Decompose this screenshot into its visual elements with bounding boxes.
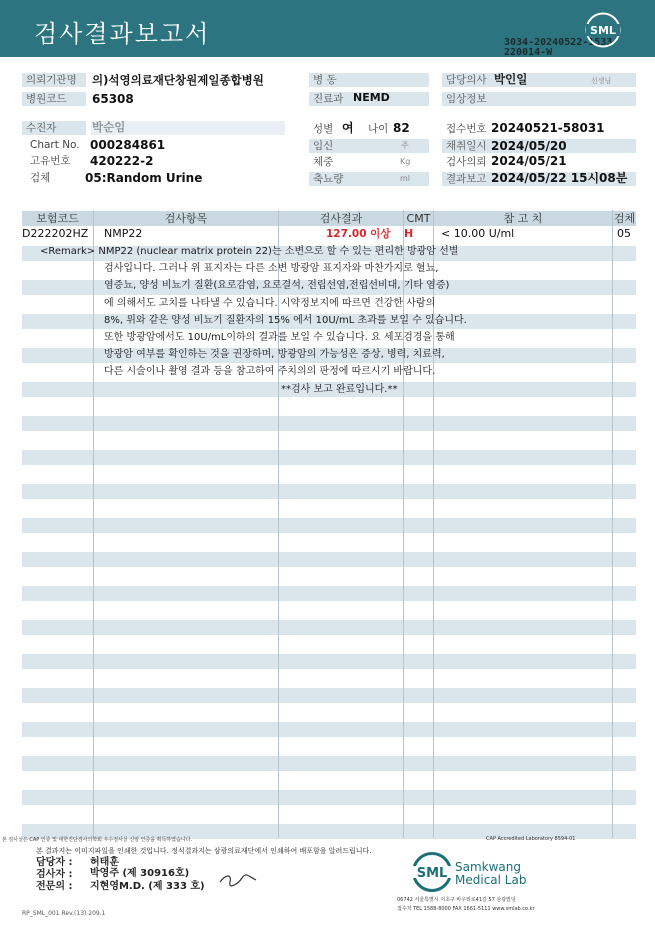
company-address: 06742 서울특별시 서초구 바우뫼로41길 57 삼광빌딩 [397,897,516,903]
company-name [455,861,526,887]
specimen-label: 검체 [30,172,51,184]
request-date: 2024/05/21 [491,154,567,168]
col-header-code: 보험코드 [36,212,79,225]
sml-footer-logo-icon [407,852,457,892]
remark-line: 방광암 여부를 확인하는 것을 권장하며, 방광암의 가능성은 증상, 병력, 치료력, [104,349,445,361]
row-specimen: 05 [617,227,631,240]
company-name-line2: Medical Lab [455,873,527,887]
patient-id: 420222-2 [90,154,154,168]
urine-volume-unit: ml [400,174,411,183]
sex-label: 성별 [313,123,334,135]
request-label: 검사의뢰 [446,156,487,168]
row-reference: < 10.00 U/ml [441,227,515,240]
pregnancy-label: 임신 [309,139,429,153]
signature-icon [218,870,258,888]
report-complete-note: **검사 보고 완료입니다.** [281,383,398,395]
chart-label: Chart No. [30,139,80,151]
dept-label: 진료과 [309,92,429,106]
clinical-info-label: 임상정보 [442,92,636,106]
col-header-cmt: CMT [406,212,431,225]
col-header-result: 검사결과 [319,212,363,225]
document-number-line1: 3034-20240522-1533 [504,37,613,48]
hospital-label: 의뢰기관명 [22,73,86,87]
col-header-item: 검사항목 [164,212,208,225]
print-notice: 본 결과지는 이미지파일을 인쇄한 것입니다. 정식결과지는 삼광의료재단에서 인쇄하여 배포함을 알려드립니다. [36,847,372,855]
receipt-number: 20240521-58031 [491,121,605,135]
document-number-line2: 220014-W [504,47,553,58]
remark-line: 다른 시술이나 촬영 결과 등을 참고하여 주치의의 판정에 따르시기 바랍니다. [104,366,436,378]
remark-line: 검사입니다. 그러나 위 표지자는 다른 소변 방광암 표지자와 마찬가지로 혈뇨, [104,263,439,275]
accreditation-note: 본 검사실은 CAP 인증 및 대한진단검사의학회 우수검사실 신임 인증을 획득하였습니다. [2,837,193,843]
id-label: 고유번호 [30,155,71,167]
collect-label: 채취일시 [442,139,636,153]
ward-label: 병 동 [309,73,429,87]
row-code: D222202HZ [22,227,89,240]
remark-line: 염증뇨, 양성 비뇨기 질환(요로감염, 요로결석, 전립선염,전립선비대, 기타 염증) [104,280,450,292]
col-header-reference: 참 고 치 [503,212,543,225]
urine-volume-label: 축뇨량 [309,172,429,186]
examiner-label: 검사자 : [36,869,73,880]
receipt-label: 접수번호 [446,123,487,135]
remark-line: 또한 방광암에서도 10U/mL이하의 결과를 보일 수 있습니다. 요 세포검경을 통해 [104,332,455,344]
remark-line: <Remark> NMP22 (nuclear matrix protein 22)는 소변으로 할 수 있는 편리한 방광암 선별 [40,246,459,257]
report-label: 결과보고 [442,172,636,186]
chart-number: 000284861 [90,138,166,152]
remark-line: 에 의해서도 고치를 나타낼 수 있습니다. 시약정보지에 따르면 건강한 사람의 [104,297,436,309]
remark-line: 8%, 위와 같은 양성 비뇨기 질환자의 15% 에서 10U/mL 초과를 보일 수 있습니다. [104,314,467,326]
patient-name-bar [91,121,285,135]
company-contact: 접수처 TEL 1588-8000 FAX 1661-5111 www.smlab.co.kr [397,906,535,912]
specialist-name: 지현영M.D. (제 333 호) [90,881,205,892]
reporter-label: 담당자 : [36,857,73,868]
pregnancy-unit: 주 [401,141,409,150]
cap-number: CAP Accredited Laboratory 8594-01 [486,836,576,842]
report-title: 검사결과보고서 [34,20,211,48]
svg-text:SML: SML [590,24,616,37]
report-datetime: 2024/05/22 15시08분 [491,171,628,185]
collect-date: 2024/05/20 [491,139,567,153]
company-name-line1: Samkwang [455,860,521,874]
reporter-name: 허태훈 [90,857,119,868]
weight-unit: Kg [400,157,411,166]
examiner-name: 박영주 (제 30916호) [90,868,190,879]
remark-block [40,243,467,398]
row-item: NMP22 [104,227,143,240]
patient-label: 수진자 [22,121,86,135]
sml-logo-icon [585,12,621,48]
row-result: 127.00 이상 [326,228,391,240]
weight-label: 체중 [313,156,334,168]
age-label: 나이 [368,123,389,135]
col-header-specimen: 검체 [613,212,636,225]
dept-code: NEMD [353,91,390,104]
specialist-label: 전문의 : [36,881,73,892]
hospital-name: 의)석영의료재단창원제일종합병원 [92,73,264,87]
hospital-code-label: 병원코드 [22,92,86,106]
svg-text:SML: SML [416,866,448,881]
sex-value: 여 [342,121,354,135]
report-header [0,0,655,57]
doctor-suffix: 선생님 [591,77,612,85]
specimen-type: 05:Random Urine [85,171,203,185]
hospital-code: 65308 [92,92,134,106]
age-value: 82 [393,121,410,135]
doctor-label-text: 담당의사 [446,74,487,86]
form-number: RP_SML_001 Rev.(13) 209.1 [22,910,106,917]
row-flag: H [404,227,414,240]
doctor-name: 박인일 [494,72,528,86]
